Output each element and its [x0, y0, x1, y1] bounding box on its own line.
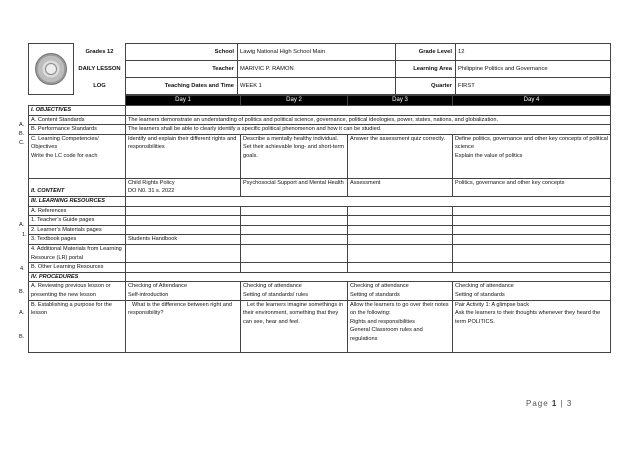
- cell: [126, 263, 241, 273]
- dates-value: WEEK 1: [238, 78, 396, 95]
- performance-standards-label: B. Performance Standards: [29, 125, 126, 135]
- competencies-label-cell: [29, 134, 126, 178]
- row-letter: A.: [19, 222, 25, 228]
- day-header-1: Day 1: [126, 96, 241, 106]
- cell: [348, 216, 453, 226]
- competency-day-4: Define politics, governance and other key concepts of political science Explain the value of politics: [453, 134, 611, 178]
- content-standards-label: A. Content Standards: [29, 115, 126, 125]
- day-header-2: Day 2: [241, 96, 348, 106]
- procedures-blank: [126, 272, 611, 282]
- purpose-day-2: Let the learners imagine somethings in their environment, something that they can see, hear and feel.: [241, 300, 348, 352]
- page-number: 1: [551, 399, 558, 408]
- cell: [126, 206, 241, 216]
- content-day-2: Psychosocial Support and Mental Health: [241, 178, 348, 196]
- grade-level-value: 12: [456, 44, 611, 61]
- row-letter: 4.: [20, 266, 25, 272]
- review-day-4: Checking of attendance Setting of standards: [453, 282, 611, 300]
- cell: [126, 225, 241, 235]
- header-table: [28, 43, 611, 95]
- cell: [348, 263, 453, 273]
- page-separator: |: [560, 399, 564, 408]
- row-letter: C.: [19, 140, 25, 146]
- row-letter: B.: [19, 334, 25, 340]
- resources-heading: III. LEARNING RESOURCES: [29, 196, 126, 206]
- cell: [453, 244, 611, 262]
- cell: [348, 225, 453, 235]
- cell: [453, 263, 611, 273]
- day-header-3: Day 3: [348, 96, 453, 106]
- school-label: School: [126, 44, 238, 61]
- purpose-day-1: What is the difference between right and responsibility?: [126, 300, 241, 352]
- textbook-label: 3. Textbook pages: [29, 235, 126, 245]
- purpose-day-4: Pair Activity 1: A glimpse back Ask the learners to their thoughts whenever they heard the term POLITICS.: [453, 300, 611, 352]
- objectives-heading: I. OBJECTIVES: [29, 106, 126, 116]
- cell: [453, 235, 611, 245]
- cell: [453, 225, 611, 235]
- cell: [348, 235, 453, 245]
- other-resources-label: B. Other Learning Resources: [29, 263, 126, 273]
- content-day-3: Assessment: [348, 178, 453, 196]
- corner-cell: [29, 96, 126, 106]
- quarter-value: FIRST: [456, 78, 611, 95]
- row-letter: A.: [19, 122, 25, 128]
- cell: [348, 206, 453, 216]
- cell: [241, 225, 348, 235]
- cell: [241, 244, 348, 262]
- learners-materials-label: 2. Learner’s Materials pages: [29, 225, 126, 235]
- procedures-heading: IV. PROCEDURES: [29, 272, 126, 282]
- purpose-day-3: Allow the learners to go over their notes on the following: Rights and responsibilities General Classroom rules and regulations: [348, 300, 453, 352]
- resources-blank: [126, 196, 611, 206]
- review-day-1: Checking of Attendance Self-introduction: [126, 282, 241, 300]
- learning-area-label: Learning Area: [396, 61, 456, 78]
- quarter-label: Quarter: [396, 78, 456, 95]
- school-value: Lawig National High School Main: [238, 44, 396, 61]
- content-day-4: Politics, governance and other key concepts: [453, 178, 611, 196]
- deped-seal: [29, 44, 74, 95]
- cell: [241, 263, 348, 273]
- grades-label: Grades 12: [85, 48, 114, 55]
- row-letter: B.: [19, 131, 25, 137]
- grade-level-label: Grade Level: [396, 44, 456, 61]
- content-standards-text: The learners demonstrate an understanding of politics and political science, governance, political ideologies, power, states, nations, and globalization.: [126, 115, 611, 125]
- textbook-day-1: Students Handbook: [126, 235, 241, 245]
- teacher-value: MARIVIC P. RAMON: [238, 61, 396, 78]
- page-word: Page: [526, 399, 549, 408]
- references-label: A. References: [29, 206, 126, 216]
- competencies-note: Write the LC code for each: [31, 152, 98, 159]
- competency-day-3: Answer the assessment quiz correctly.: [348, 134, 453, 178]
- competencies-label: C. Learning Competencies/ Objectives: [31, 135, 99, 151]
- review-day-3: Checking of attendance Setting of standards: [348, 282, 453, 300]
- row-letter: B.: [19, 289, 25, 295]
- day-header-4: Day 4: [453, 96, 611, 106]
- learning-area-value: Philippine Politics and Governance: [456, 61, 611, 78]
- lesson-grid: [28, 95, 611, 353]
- additional-materials-label: 4. Additional Materials from Learning Resource (LR) portal: [29, 244, 126, 262]
- dll-label: DAILY LESSON: [78, 65, 121, 72]
- row-letter: 1.: [22, 232, 27, 238]
- content-heading: II. CONTENT: [29, 178, 126, 196]
- review-day-2: Checking of attendance Setting of standards/ rules: [241, 282, 348, 300]
- objectives-blank: [126, 106, 611, 116]
- review-label: A. Reviewing previous lesson or presenting the new lesson: [29, 282, 126, 300]
- cell: [241, 216, 348, 226]
- dates-label: Teaching Dates and Time: [126, 78, 238, 95]
- teacher-label: Teacher: [126, 61, 238, 78]
- seal-icon: [35, 53, 67, 85]
- log-label: LOG: [93, 82, 106, 89]
- cell: [348, 244, 453, 262]
- competency-day-1: Identify and explain their different rights and responsibilities: [126, 134, 241, 178]
- page-footer: [526, 399, 572, 408]
- cell: [126, 244, 241, 262]
- content-day-1: Child Rights Policy DO N0. 31 s. 2022: [126, 178, 241, 196]
- cell: [453, 216, 611, 226]
- cell: [126, 216, 241, 226]
- performance-standards-text: The learners shall be able to clearly identify a specific political phenomenon and how it can be studied.: [126, 125, 611, 135]
- row-letter: A.: [19, 310, 25, 316]
- teachers-guide-label: 1. Teacher’s Guide pages: [29, 216, 126, 226]
- purpose-label: B. Establishing a purpose for the lesson: [29, 300, 126, 352]
- cell: [241, 235, 348, 245]
- competency-day-2: Describe a mentally healthy individual. Set their achievable long- and short-term goals.: [241, 134, 348, 178]
- cell: [453, 206, 611, 216]
- cell: [241, 206, 348, 216]
- page-total: 3: [566, 399, 573, 408]
